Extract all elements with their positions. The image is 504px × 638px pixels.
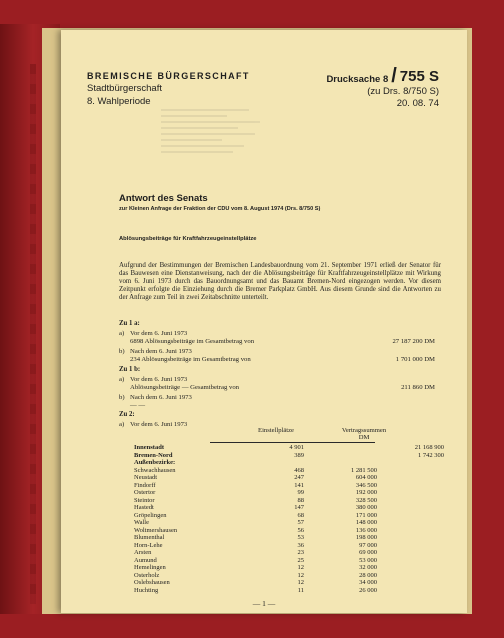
district-name: Osterholz [134, 571, 160, 579]
heading-zu-2: Zu 2: [119, 411, 135, 418]
item-text: Ablösungsbeiträge — Gesamtbetrag von [130, 384, 240, 391]
parking-spaces: 12 [297, 564, 304, 571]
contract-sum: 69 000 [359, 549, 377, 556]
table-header-rule [210, 442, 375, 443]
district-name: Blumenthal [134, 534, 165, 541]
table-row [134, 489, 444, 497]
district-name: Oslebshausen [134, 579, 170, 586]
item-text: 234 Ablösungsbeiträge im Gesamtbetrag von [130, 356, 251, 363]
heading-zu-1a: Zu 1 a: [119, 320, 140, 327]
district-total: 1 742 300 [418, 451, 444, 459]
contract-sum: 148 000 [355, 519, 377, 526]
reference-drucksache: (zu Drs. 8/750 S) [367, 86, 439, 97]
district-name: Walle [134, 519, 149, 526]
table-row [134, 557, 444, 565]
table-row [134, 459, 444, 467]
item-text: Vor dem 6. Juni 1973 [130, 376, 188, 383]
parking-spaces: 468 [294, 466, 304, 474]
contract-sum: 346 500 [355, 481, 377, 489]
drucksache-label: Drucksache 8 [326, 74, 389, 85]
title-sub: zur Kleinen Anfrage der Fraktion der CDU vom 8. August 1974 (Drs. 8/750 S) [119, 206, 321, 212]
show-through-text [161, 105, 271, 205]
parking-spaces: 57 [297, 519, 304, 526]
contract-sum: 328 500 [355, 496, 377, 504]
parking-spaces: 12 [297, 571, 304, 579]
table-row [134, 519, 444, 527]
parliament-header [87, 71, 250, 107]
table-row [134, 452, 444, 460]
district-name: Horn-Lehe [134, 541, 163, 549]
parking-spaces: 88 [297, 496, 304, 504]
district-name: Steintor [134, 496, 155, 504]
item-amount: 211 860 DM [401, 384, 435, 391]
contract-sum: 53 000 [359, 556, 377, 564]
legislative-period: 8. Wahlperiode [87, 96, 151, 107]
item-text: 6898 Ablösungsbeiträge im Gesamtbetrag von [130, 338, 255, 345]
table-row [134, 564, 444, 572]
table-row [134, 542, 444, 550]
contract-sum: 32 000 [359, 564, 377, 571]
contract-sum: 604 000 [355, 474, 377, 481]
item-label: a) [119, 330, 125, 337]
item-text: Vor dem 6. Juni 1973 [130, 330, 188, 337]
table-row [134, 572, 444, 580]
parking-spaces: 99 [297, 489, 304, 496]
answer-title [119, 193, 320, 212]
item-text: Vor dem 6. Juni 1973 [130, 421, 188, 428]
parking-spaces: 141 [294, 481, 304, 489]
contract-sum: 97 000 [359, 541, 377, 549]
col-header-line1: Vertragssummen [341, 427, 387, 434]
district-name: Woltmershausen [134, 526, 178, 534]
item-amount: 27 187 200 DM [392, 338, 435, 345]
contract-sum: 28 000 [359, 571, 377, 579]
district-name: Hastedt [134, 504, 154, 511]
contract-sum: 192 000 [355, 489, 377, 496]
heading-zu-1b: Zu 1 b: [119, 366, 141, 373]
district-name: Aumund [134, 556, 157, 564]
district-name: Innenstadt [134, 444, 164, 451]
table-row [134, 549, 444, 557]
item-text: — — [130, 402, 146, 409]
district-name: Findorff [134, 481, 156, 489]
table-row [134, 512, 444, 520]
parking-spaces: 11 [297, 586, 304, 594]
district-name: Schwachhausen [134, 466, 176, 474]
intro-paragraph: Aufgrund der Bestimmungen der Bremischen Landesbauordnung vom 21. September 1971 erließ der Senator für das Bauwesen eine Dienstanweisung, nach der die Ablösungsbeiträge für Kraftfahrzeugeinstellplätze mit Wirkung vom 6. Juni 1973 durch das Bauordnungsamt und das Bauamt Bremen-Nord eingezogen werden. Vor diesem Zeitpunkt erfolgte die Einziehung durch die Bremer Parkplatz GmbH. Aus diesem Grunde sind die Antworten zu der Anfrage zum Teil in zwei Zeitabschnitte unterteilt. [119, 262, 441, 301]
district-name: Gröpelingen [134, 511, 167, 519]
parking-spaces: 389 [294, 451, 304, 459]
table-row [134, 534, 444, 542]
org-name: BREMISCHE BÜRGERSCHAFT [87, 71, 250, 81]
parking-spaces: 23 [297, 549, 304, 556]
contract-sum: 34 000 [359, 579, 377, 586]
contract-sum: 198 000 [355, 534, 377, 541]
title-main: Antwort des Senats [119, 193, 208, 204]
col-header-vertragssummen [331, 427, 397, 441]
spine-texture [30, 64, 36, 604]
contract-sum: 380 000 [355, 504, 377, 511]
col-header-line2: DM [358, 434, 370, 442]
district-name: Huchting [134, 586, 159, 594]
page-number: — 1 — [252, 599, 276, 608]
parking-spaces: 247 [294, 474, 304, 481]
district-total: 21 168 900 [414, 444, 444, 451]
parking-spaces: 36 [297, 541, 304, 549]
district-name: Außenbezirke: [134, 459, 176, 466]
district-name: Arsten [134, 549, 152, 556]
parking-spaces: 53 [297, 534, 304, 541]
item-label: b) [119, 348, 125, 355]
contract-sum: 171 000 [355, 511, 377, 519]
contract-sum: 1 281 500 [351, 466, 377, 474]
item-label: b) [119, 394, 125, 401]
col-header-einstellplaetze: Einstellplätze [258, 427, 294, 434]
parking-spaces: 147 [294, 504, 304, 511]
item-label: a) [119, 421, 125, 428]
district-name: Hemelingen [134, 564, 166, 571]
chamber-name: Stadtbürgerschaft [87, 83, 162, 94]
contract-sum: 136 000 [355, 526, 377, 534]
item-label: a) [119, 376, 125, 383]
document-reference [326, 67, 439, 109]
table-row [134, 527, 444, 535]
table-row [134, 587, 444, 595]
item-amount: 1 701 000 DM [395, 356, 435, 363]
district-name: Neustadt [134, 474, 158, 481]
contract-sum: 26 000 [359, 586, 377, 594]
district-name: Bremen-Nord [134, 451, 173, 459]
parking-spaces: 56 [297, 526, 304, 534]
table-row [134, 467, 444, 475]
subject-line: Ablösungsbeiträge für Kraftfahrzeugeinstellplätze [119, 236, 257, 242]
parking-spaces: 25 [297, 556, 304, 564]
parking-spaces: 68 [297, 511, 304, 519]
table-row [134, 497, 444, 505]
table-row [134, 444, 444, 452]
document-page [61, 30, 467, 613]
table-row [134, 482, 444, 490]
parking-spaces: 4 901 [289, 444, 304, 451]
parking-spaces: 12 [297, 579, 304, 586]
drucksache-number: 755 S [399, 68, 439, 85]
document-date: 20. 08. 74 [396, 98, 439, 109]
table-row [134, 579, 444, 587]
table-row [134, 504, 444, 512]
table-row [134, 474, 444, 482]
item-text: Nach dem 6. Juni 1973 [130, 348, 192, 355]
item-text: Nach dem 6. Juni 1973 [130, 394, 192, 401]
drucksache-slash: / [391, 65, 397, 87]
district-name: Ostertor [134, 489, 156, 496]
